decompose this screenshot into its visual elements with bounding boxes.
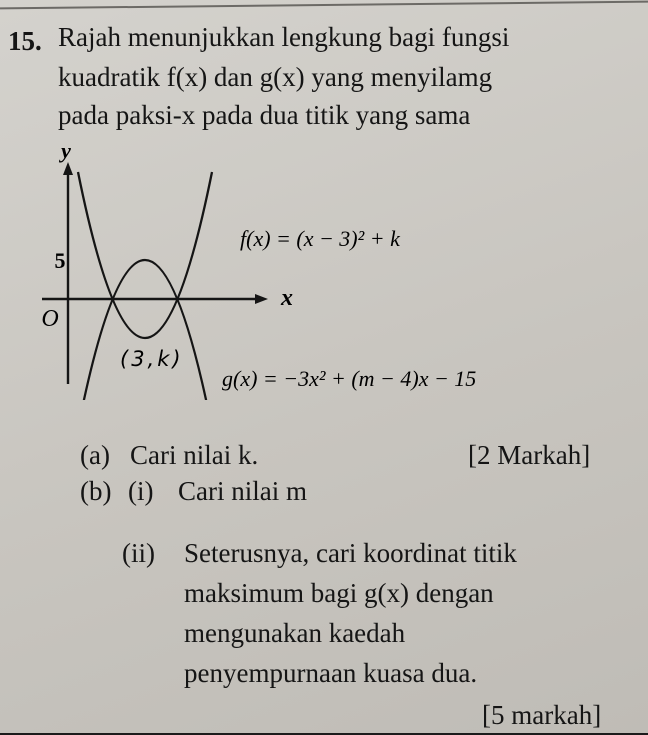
f-function-label: f(x) = (x − 3)² + k [240,226,400,251]
g-curve [72,260,218,400]
vertex-handwritten-label: (3,k) [120,347,184,371]
part-a-text: Cari nilai k. [130,440,259,470]
part-b-i-label: (i) [128,476,154,506]
part-b-ii-line-4: penyempurnaan kuasa dua. [184,658,478,688]
origin-label: O [41,306,59,332]
f-curve [78,172,212,338]
part-b-ii-label: (ii) [122,538,155,568]
x-axis-label: x [281,285,293,311]
question-stem-line-1: Rajah menunjukkan lengkung bagi fungsi [58,22,510,52]
part-b-ii-marks: [5 markah] [482,700,602,730]
part-a-label: (a) [80,440,110,470]
question-number: 15. [8,26,42,56]
y-intercept-label: 5 [54,248,66,273]
quadratic-graph [30,140,550,400]
part-b-ii-line-2: maksimum bagi g(x) dengan [184,578,494,608]
top-edge-line [0,1,648,10]
question-stem-line-2: kuadratik f(x) dan g(x) yang menyilamg [58,62,493,92]
part-a-marks: [2 Markah] [468,440,591,470]
part-b-ii-line-1: Seterusnya, cari koordinat titik [184,538,517,568]
y-axis-label: y [61,140,71,163]
y-axis-arrow-icon [63,162,73,175]
question-stem-line-3: pada paksi-x pada dua titik yang sama [58,100,471,130]
part-b-label: (b) [80,476,112,506]
g-function-label: g(x) = −3x² + (m − 4)x − 15 [222,366,477,391]
part-b-i-text: Cari nilai m [178,476,307,506]
x-axis-arrow-icon [255,294,268,304]
part-b-ii-line-3: mengunakan kaedah [184,618,406,648]
